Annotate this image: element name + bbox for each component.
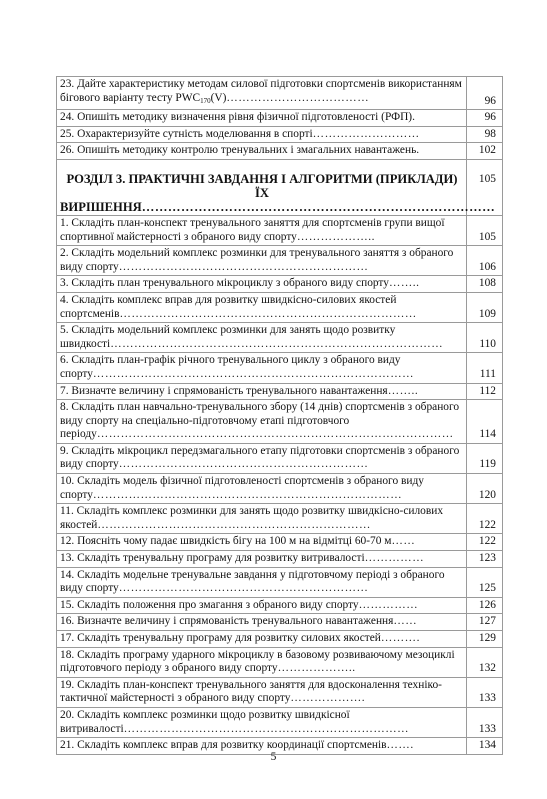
- toc-entry-text: 9. Складіть мікроцикл передзмагального етапу підготовки спортсменів з обраного виду спорту………………………………………………………: [57, 443, 467, 473]
- toc-row: [57, 126, 503, 143]
- toc-entry-text: 3. Складіть план тренувального мікроциклу з обраного виду спорту……..: [57, 276, 467, 293]
- toc-entry-page: 114: [467, 400, 503, 444]
- toc-entry-page: 120: [467, 474, 503, 504]
- toc-row: [57, 383, 503, 400]
- toc-row: [57, 77, 503, 110]
- toc-row: [57, 323, 503, 353]
- toc-entry-text: 18. Складіть програму ударного мікроциклу в базовому розвиваючому мезоциклі підготовчого періоду з обраного виду спорту………………..: [57, 647, 467, 677]
- toc-entry-page: 105: [467, 215, 503, 245]
- toc-row: [57, 276, 503, 293]
- toc-entry-text: 2. Складіть модельний комплекс розминки для тренувального заняття з обраного виду спорту………………………………………………………: [57, 246, 467, 276]
- toc-entry-text: 12. Поясніть чому падає швидкість бігу на 100 м на відмітці 60-70 м……: [57, 534, 467, 551]
- toc-entry-text: 17. Складіть тренувальну програму для розвитку силових якостей……….: [57, 631, 467, 648]
- toc-row: [57, 534, 503, 551]
- toc-row: [57, 597, 503, 614]
- toc-row: [57, 400, 503, 444]
- section-page: 105: [467, 159, 503, 215]
- toc-entry-page: 98: [467, 126, 503, 143]
- toc-row: [57, 677, 503, 707]
- toc-entry-text: 8. Складіть план навчально-тренувального збору (14 днів) спортсменів з обраного виду спорту на спеціально-підготовчому етапі підготовчого періоду………………………………………………………………………………: [57, 400, 467, 444]
- toc-entry-text: 24. Опишіть методику визначення рівня фізичної підготовленості (РФП).: [57, 110, 467, 127]
- toc-entry-page: 129: [467, 631, 503, 648]
- toc-entry-page: 126: [467, 597, 503, 614]
- toc-entry-page: 110: [467, 323, 503, 353]
- toc-entry-page: 112: [467, 383, 503, 400]
- toc-entry-page: 123: [467, 551, 503, 568]
- toc-row: [57, 143, 503, 160]
- table-of-contents: [56, 76, 503, 755]
- toc-row: [57, 614, 503, 631]
- toc-entry-text: 20. Складіть комплекс розминки щодо розвитку швидкісної витривалості………………………………………………………………: [57, 707, 467, 737]
- toc-row: [57, 567, 503, 597]
- toc-row: [57, 215, 503, 245]
- toc-entry-text: 6. Складіть план-графік річного тренувального циклу з обраного виду спорту………………………………………………………………………: [57, 353, 467, 383]
- toc-entry-text: 16. Визначте величину і спрямованість тренувального навантаження……: [57, 614, 467, 631]
- toc-row: [57, 110, 503, 127]
- toc-entry-page: 108: [467, 276, 503, 293]
- toc-entry-text: 13. Складіть тренувальну програму для розвитку витривалості……………: [57, 551, 467, 568]
- toc-entry-text: 14. Складіть модельне тренувальне завдання у підготовчому періоді з обраного виду спорту………………………………………………………: [57, 567, 467, 597]
- toc-entry-text: 26. Опишіть методику контролю тренувальних і змагальних навантажень.: [57, 143, 467, 160]
- section-heading-row: [57, 159, 503, 215]
- section-heading: РОЗДІЛ 3. ПРАКТИЧНІ ЗАВДАННЯ І АЛГОРИТМИ (ПРИКЛАДИ) ЇХ ВИРІШЕННЯ………………………………………………………………………: [57, 159, 467, 215]
- toc-entry-page: 133: [467, 677, 503, 707]
- toc-entry-page: 111: [467, 353, 503, 383]
- toc-entry-text: 11. Складіть комплекс розминки для занять щодо розвитку швидкісно-силових якостей……………………………………………………………: [57, 504, 467, 534]
- page-number: 5: [270, 751, 277, 763]
- toc-entry-text: 5. Складіть модельний комплекс розминки для занять щодо розвитку швидкості…………………………………………………………………………: [57, 323, 467, 353]
- toc-entry-page: 127: [467, 614, 503, 631]
- toc-entry-text: 23. Дайте характеристику методам силової підготовки спортсменів використанням бігового варіанту тесту $PWC_{170}(V)\dots\dots\dots\dots\dots\dots\dots\dots\dots\dots\dots\dots$: [57, 77, 467, 110]
- toc-entry-text: 21. Складіть комплекс вправ для розвитку координації спортсменів…….: [57, 738, 467, 755]
- toc-entry-text: 4. Складіть комплекс вправ для розвитку швидкісно-силових якостей спортсменів…………………………………………………………………: [57, 292, 467, 322]
- toc-entry-page: 134: [467, 738, 503, 755]
- toc-entry-page: 102: [467, 143, 503, 160]
- toc-entry-page: 122: [467, 504, 503, 534]
- toc-row: [57, 647, 503, 677]
- toc-entry-page: 133: [467, 707, 503, 737]
- toc-entry-text: 25. Охарактеризуйте сутність моделювання в спорті………………………: [57, 126, 467, 143]
- toc-row: [57, 707, 503, 737]
- toc-entry-page: 109: [467, 292, 503, 322]
- toc-row: [57, 551, 503, 568]
- toc-entry-text: 19. Складіть план-конспект тренувального заняття для вдосконалення техніко-тактичної майстерності з обраного виду спорту……………….: [57, 677, 467, 707]
- toc-entry-page: 125: [467, 567, 503, 597]
- toc-row: [57, 443, 503, 473]
- toc-row: [57, 292, 503, 322]
- toc-entry-page: 132: [467, 647, 503, 677]
- toc-row: [57, 504, 503, 534]
- toc-entry-page: 122: [467, 534, 503, 551]
- toc-entry-page: 96: [467, 110, 503, 127]
- toc-entry-page: 119: [467, 443, 503, 473]
- toc-row: [57, 353, 503, 383]
- toc-entry-page: 106: [467, 246, 503, 276]
- toc-entry-text: 7. Визначте величину і спрямованість тренувального навантаження……..: [57, 383, 467, 400]
- toc-row: [57, 246, 503, 276]
- toc-entry-text: 1. Складіть план-конспект тренувального заняття для спортсменів групи вищої спортивної майстерності з обраного виду спорту………………..: [57, 215, 467, 245]
- toc-entry-page: 96: [467, 77, 503, 110]
- toc-entry-text: 15. Складіть положення про змагання з обраного виду спорту……………: [57, 597, 467, 614]
- toc-entry-text: 10. Складіть модель фізичної підготовленості спортсменів з обраного виду спорту……………………………………………………………………: [57, 474, 467, 504]
- toc-row: [57, 631, 503, 648]
- toc-row: [57, 474, 503, 504]
